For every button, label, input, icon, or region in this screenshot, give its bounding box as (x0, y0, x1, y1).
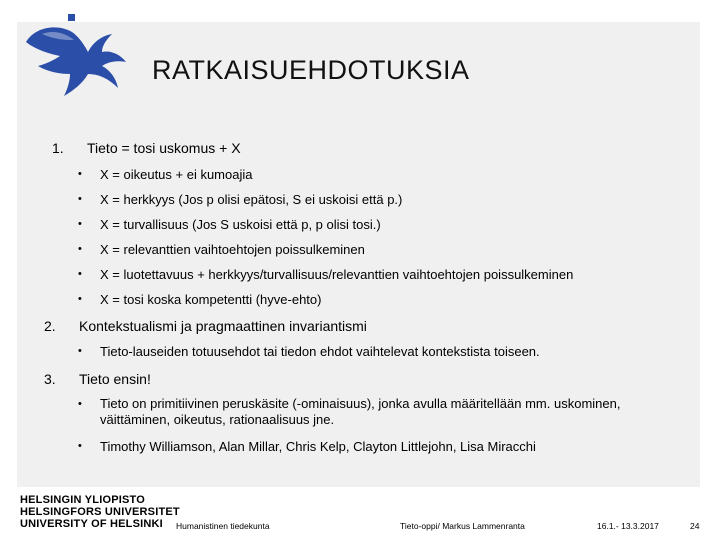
university-wordmark (20, 494, 180, 530)
bullet: • (78, 345, 82, 357)
list-subitem: Tieto-lauseiden totuusehdot tai tiedon ehdot vaihtelevat kontekstista toiseen. (100, 344, 540, 359)
list-subitem: Tieto on primitiivinen peruskäsite (-ominaisuus), jonka avulla määritellään mm. uskominen, väittäminen, oikeutus, rationaalisuus jne. (100, 396, 621, 427)
university-logo (22, 14, 132, 99)
list-subitem: X = relevanttien vaihtoehtojen poissulkeminen (100, 242, 365, 257)
list-subitem: X = herkkyys (Jos p olisi epätosi, S ei uskoisi että p.) (100, 192, 403, 207)
list-item-heading: Tieto = tosi uskomus + X (87, 140, 241, 156)
list-subitem: X = tosi koska kompetentti (hyve-ehto) (100, 292, 322, 307)
list-subitem: Timothy Williamson, Alan Millar, Chris Kelp, Clayton Littlejohn, Lisa Miracchi (100, 439, 536, 454)
list-subitem: X = turvallisuus (Jos S uskoisi että p, p olisi tosi.) (100, 217, 381, 232)
university-name-en: UNIVERSITY OF HELSINKI (20, 518, 163, 530)
bullet: • (78, 218, 82, 230)
footer-faculty: Humanistinen tiedekunta (176, 521, 270, 531)
bullet: • (78, 193, 82, 205)
footer-date: 16.1.- 13.3.2017 (597, 521, 659, 531)
university-name-fi: HELSINGIN YLIOPISTO (20, 494, 146, 506)
bullet: • (78, 168, 82, 180)
bullet: • (78, 268, 82, 280)
list-number: 1. (52, 140, 64, 156)
page-number: 24 (690, 521, 700, 531)
list-item-heading: Tieto ensin! (79, 371, 151, 387)
list-number: 3. (44, 371, 56, 387)
bullet: • (78, 398, 82, 410)
list-item-heading: Kontekstualismi ja pragmaattinen invariantismi (79, 318, 367, 334)
bullet: • (78, 293, 82, 305)
bullet: • (78, 440, 82, 452)
slide-title: RATKAISUEHDOTUKSIA (152, 55, 470, 85)
list-number: 2. (44, 318, 56, 334)
footer-author: Tieto-oppi/ Markus Lammenranta (400, 521, 525, 531)
university-name-sv: HELSINGFORS UNIVERSITET (20, 506, 180, 518)
list-subitem: X = luotettavuus + herkkyys/turvallisuus/relevanttien vaihtoehtojen poissulkeminen (100, 267, 574, 282)
list-subitem: X = oikeutus + ei kumoajia (100, 167, 253, 182)
bullet: • (78, 243, 82, 255)
